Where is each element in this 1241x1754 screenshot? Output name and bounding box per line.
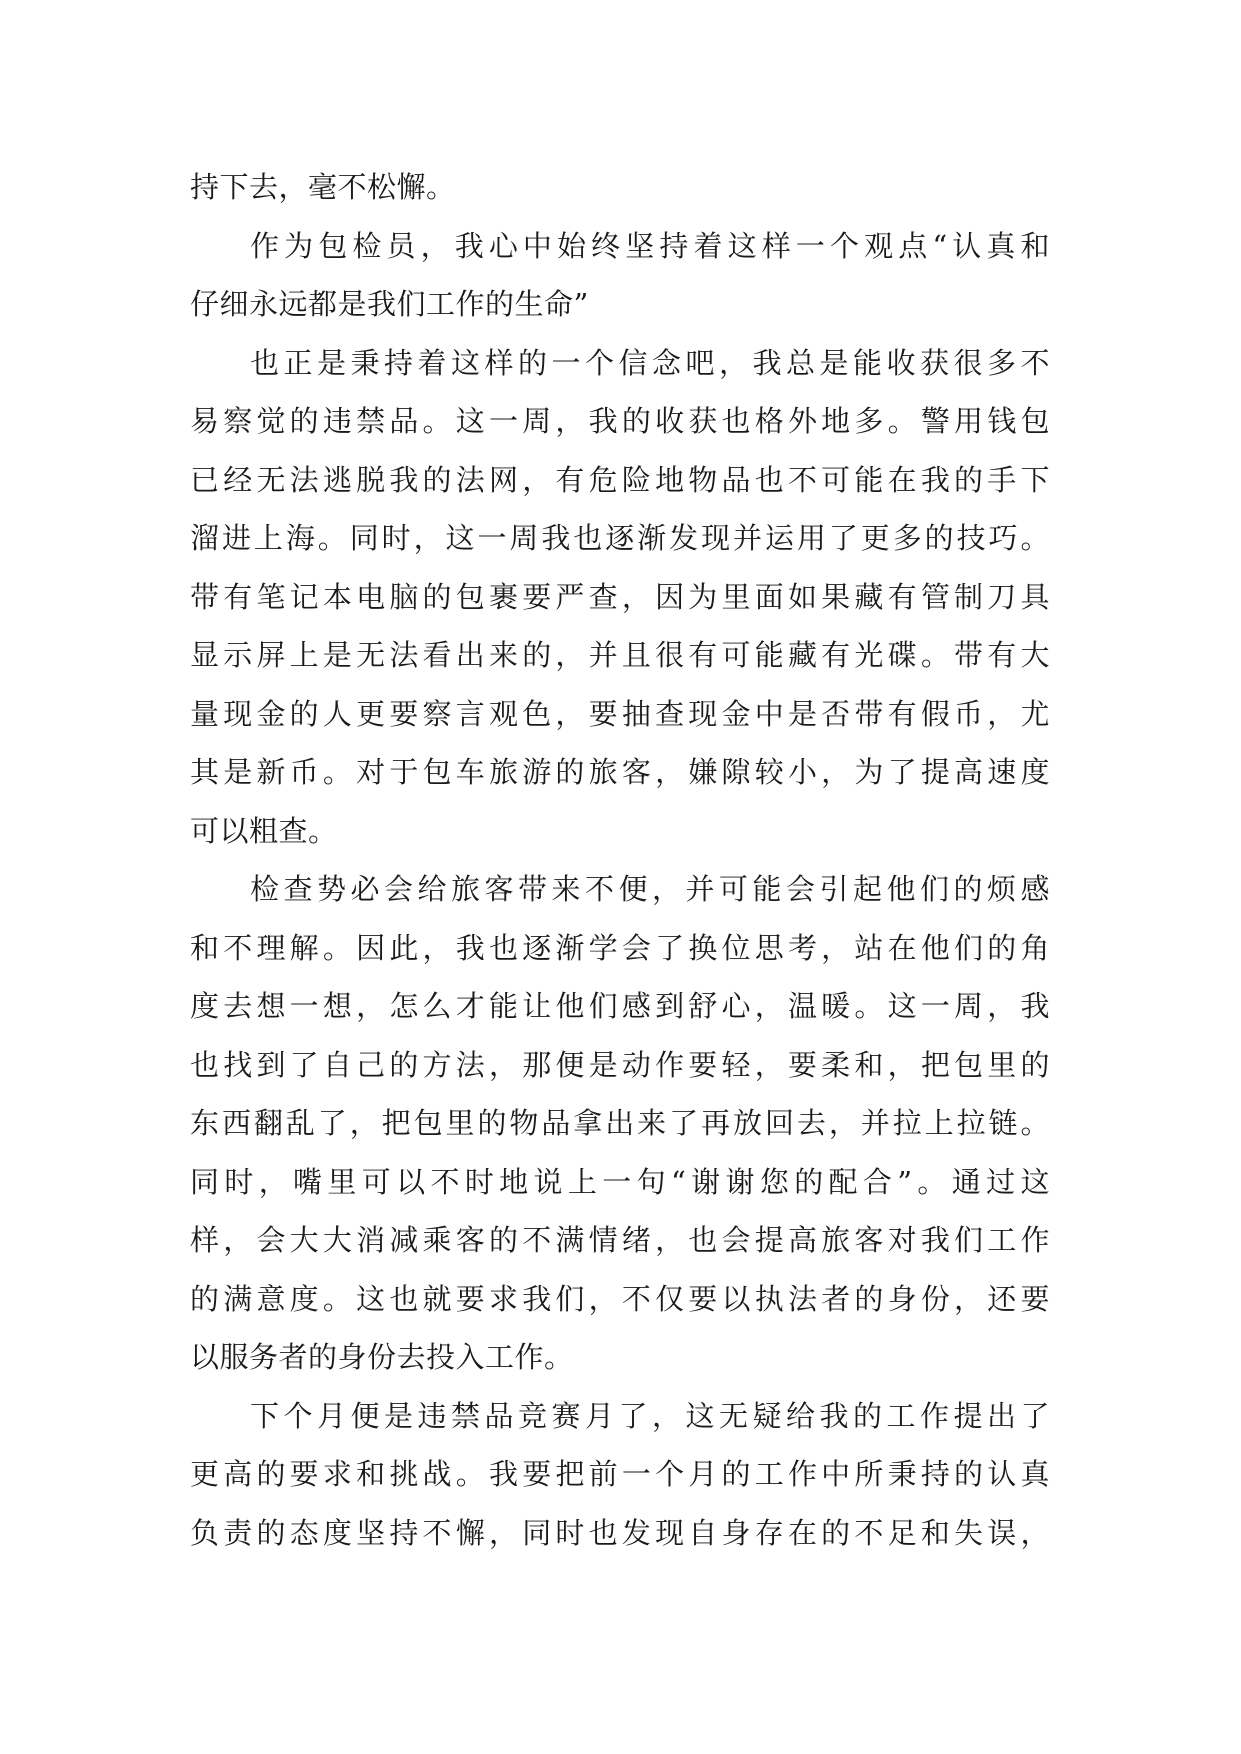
text-line: 也找到了自己的方法，那便是动作要轻，要柔和，把包里的 [190, 1047, 1050, 1082]
text-line: 样，会大大消减乘客的不满情绪，也会提高旅客对我们工作 [190, 1223, 1050, 1257]
text-line: 度去想一想，怎么才能让他们感到舒心，温暖。这一周，我 [190, 989, 1050, 1023]
text-line: 作为包检员，我心中始终坚持着这样一个观点“认真和 [250, 228, 1050, 263]
text-line: 检查势必会给旅客带来不便，并可能会引起他们的烦感 [250, 872, 1050, 906]
text-line: 负责的态度坚持不懈，同时也发现自身存在的不足和失误， [190, 1515, 1050, 1550]
text-line: 仔细永远都是我们工作的生命” [190, 287, 589, 321]
text-line: 可以粗查。 [190, 813, 338, 848]
paragraph [190, 158, 1050, 217]
paragraph [190, 1387, 1050, 1563]
paragraph [190, 860, 1050, 1387]
text-line: 其是新币。对于包车旅游的旅客，嫌隙较小，为了提高速度 [190, 755, 1050, 789]
text-line: 以服务者的身份去投入工作。 [190, 1340, 574, 1374]
text-line: 更高的要求和挑战。我要把前一个月的工作中所秉持的认真 [190, 1457, 1050, 1491]
text-line: 同时，嘴里可以不时地说上一句“谢谢您的配合”。通过这 [190, 1164, 1050, 1199]
document-body [190, 158, 1050, 1562]
text-line: 已经无法逃脱我的法网，有危险地物品也不可能在我的手下 [190, 462, 1050, 497]
text-line: 的满意度。这也就要求我们，不仅要以执法者的身份，还要 [190, 1281, 1050, 1316]
text-line: 溜进上海。同时，这一周我也逐渐发现并运用了更多的技巧。 [190, 521, 1050, 555]
text-line: 显示屏上是无法看出来的，并且很有可能藏有光碟。带有大 [190, 638, 1050, 672]
text-line: 带有笔记本电脑的包裹要严查，因为里面如果藏有管制刀具 [190, 579, 1050, 614]
text-line: 易察觉的违禁品。这一周，我的收获也格外地多。警用钱包 [190, 404, 1050, 438]
text-line: 持下去，毫不松懈。 [190, 170, 456, 204]
text-line: 东西翻乱了，把包里的物品拿出来了再放回去，并拉上拉链。 [190, 1106, 1050, 1140]
text-line: 下个月便是违禁品竞赛月了，这无疑给我的工作提出了 [250, 1398, 1050, 1433]
text-line: 量现金的人更要察言观色，要抽查现金中是否带有假币，尤 [190, 696, 1050, 731]
paragraph [190, 334, 1050, 861]
text-line: 和不理解。因此，我也逐渐学会了换位思考，站在他们的角 [190, 930, 1050, 965]
paragraph [190, 217, 1050, 334]
text-line: 也正是秉持着这样的一个信念吧，我总是能收获很多不 [250, 345, 1050, 380]
